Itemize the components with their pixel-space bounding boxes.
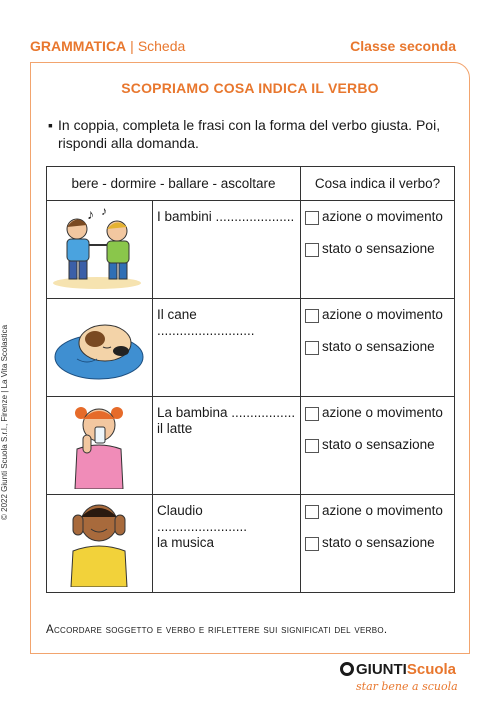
sentence-cell: [153, 299, 301, 397]
logo-brand: GIUNTI: [356, 661, 407, 678]
row-image-cell: [47, 495, 153, 593]
sentence-line2: il latte: [157, 421, 193, 436]
girl-drinking-image: [47, 397, 151, 489]
option-action-label: azione o movimento: [322, 503, 443, 518]
exercise-table: [46, 166, 455, 593]
state-checkbox[interactable]: [305, 243, 319, 257]
header-subject: [30, 38, 185, 54]
instruction: [48, 116, 468, 152]
option-state-label: stato o sensazione: [322, 535, 435, 550]
sentence-line: Claudio ........................: [157, 503, 248, 534]
state-checkbox[interactable]: [305, 341, 319, 355]
subject-label: GRAMMATICA: [30, 38, 127, 54]
answer-cell: [301, 299, 455, 397]
sentence-cell: [153, 201, 301, 299]
sentence-line: La bambina .................: [157, 405, 296, 420]
state-checkbox[interactable]: [305, 439, 319, 453]
publisher-logo: [340, 661, 456, 678]
boy-listening-image: [47, 495, 151, 587]
dancing-children-image: [47, 201, 151, 293]
table-header-row: [47, 167, 455, 201]
table-row: [47, 201, 455, 299]
answer-cell: [301, 397, 455, 495]
sentence-cell: [153, 495, 301, 593]
logo-tagline: star bene a scuola: [356, 680, 458, 693]
sleeping-dog-image: [47, 299, 151, 391]
action-checkbox[interactable]: [305, 407, 319, 421]
option-state-label: stato o sensazione: [322, 339, 435, 354]
sentence-line: I bambini .....................: [157, 209, 295, 224]
table-row: [47, 495, 455, 593]
sentence-cell: [153, 397, 301, 495]
giunti-g-icon: [340, 662, 354, 676]
verbs-header: bere - dormire - ballare - ascoltare: [47, 167, 301, 201]
copyright-note: © 2022 Giunti Scuola S.r.l., Firenze | La Vita Scolastica: [0, 324, 9, 520]
table-row: [47, 397, 455, 495]
logo-brand2: Scuola: [406, 661, 457, 678]
option-state-label: stato o sensazione: [322, 241, 435, 256]
row-image-cell: [47, 299, 153, 397]
instruction-text: In coppia, completa le frasi con la forma del verbo giusta. Poi, rispondi alla domanda.: [58, 117, 441, 151]
row-image-cell: [47, 397, 153, 495]
action-checkbox[interactable]: [305, 211, 319, 225]
answer-cell: [301, 201, 455, 299]
option-action-label: azione o movimento: [322, 405, 443, 420]
header-separator: |: [130, 38, 134, 54]
svg-text:♪: ♪: [101, 204, 107, 218]
option-action-label: azione o movimento: [322, 209, 443, 224]
action-checkbox[interactable]: [305, 309, 319, 323]
option-action-label: azione o movimento: [322, 307, 443, 322]
grade-label: Classe seconda: [350, 38, 456, 54]
sentence-line: Il cane ..........................: [157, 307, 255, 338]
state-checkbox[interactable]: [305, 537, 319, 551]
footer-note: Accordare soggetto e verbo e riflettere sui significati del verbo.: [46, 624, 388, 636]
bullet-icon: ▪: [48, 117, 53, 133]
question-header: Cosa indica il verbo?: [301, 167, 455, 201]
table-row: [47, 299, 455, 397]
page-title: SCOPRIAMO COSA INDICA IL VERBO: [121, 80, 379, 96]
svg-text:♪: ♪: [87, 206, 94, 222]
row-image-cell: [47, 201, 153, 299]
sheet-type-label: Scheda: [137, 38, 186, 54]
sentence-line2: la musica: [157, 535, 215, 550]
option-state-label: stato o sensazione: [322, 437, 435, 452]
action-checkbox[interactable]: [305, 505, 319, 519]
answer-cell: [301, 495, 455, 593]
